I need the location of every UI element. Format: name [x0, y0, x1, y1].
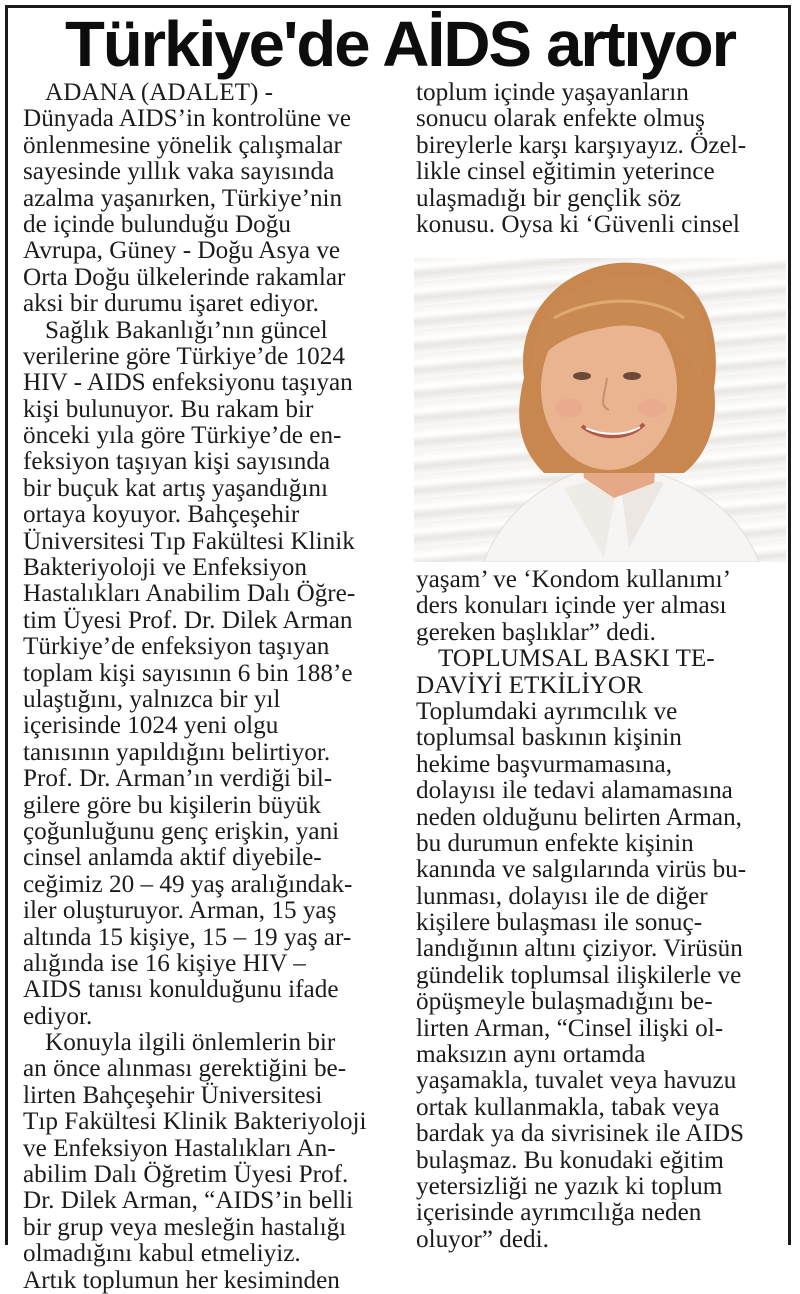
text-line: bir grup veya mesleğin hastalığı: [23, 1213, 347, 1241]
text-line: Tıp Fakültesi Klinik Bakteriyoloji: [23, 1108, 367, 1136]
text-line: lunması, dolayısı ile de diğer: [416, 882, 708, 910]
text-line: önceki yıla göre Türkiye’de en-: [23, 422, 342, 450]
text-line: landığının altını çiziyor. Virüsün: [416, 935, 743, 963]
text-line: Bakteriyoloji ve Enfeksiyon: [23, 554, 307, 582]
text-line: bu durumun enfekte kişinin: [416, 829, 694, 857]
text-line: dolayısı ile tedavi alamamasına: [416, 777, 733, 805]
text-line: maksızın aynı ortamda: [416, 1041, 646, 1069]
text-line: cinsel anlamda aktif diyebile-: [23, 844, 322, 872]
text-line: gündelik toplumsal ilişkilerle ve: [416, 961, 742, 989]
text-line: de içinde bulunduğu Doğu: [23, 210, 291, 238]
text-line: HIV - AIDS enfeksiyonu taşıyan: [23, 369, 353, 397]
text-line: azalma yaşanırken, Türkiye’nin: [23, 184, 343, 212]
text-line: Hastalıkları Anabilim Dalı Öğre-: [23, 580, 356, 608]
text-line: toplum içinde yaşayanların: [416, 79, 689, 106]
text-line: feksiyon taşıyan kişi sayısında: [23, 448, 331, 476]
text-line: kişi bulunuyor. Bu rakam bir: [23, 395, 314, 423]
text-line: Artık toplumun her kesiminden: [23, 1266, 340, 1294]
text-line: Prof. Dr. Arman’ın verdiği bil-: [23, 765, 333, 793]
text-line: içerisinde 1024 yeni olgu: [23, 712, 279, 740]
text-line: ortak kullanmakla, tabak veya: [416, 1093, 720, 1121]
text-line: hekime başvurmamasına,: [416, 750, 672, 778]
text-line: sayesinde yıllık vaka sayısında: [23, 158, 335, 186]
text-line: içerisinde ayrımcılığa neden: [416, 1199, 702, 1227]
text-line: toplam kişi sayısının 6 bin 188’e: [23, 659, 353, 687]
text-line: yetersizliği ne yazık ki toplum: [416, 1172, 723, 1200]
text-line: bulaşmaz. Bu konudaki eğitim: [416, 1146, 724, 1174]
text-line: verilerine göre Türkiye’de 1024: [23, 342, 345, 370]
text-line: kişilere bulaşması ile sonuç-: [416, 909, 703, 937]
text-line: Orta Doğu ülkelerinde rakamlar: [23, 263, 346, 291]
text-line: neden olduğunu belirten Arman,: [416, 803, 742, 831]
text-line: yaşamakla, tuvalet veya havuzu: [416, 1067, 737, 1095]
text-line: aksi bir durumu işaret ediyor.: [23, 290, 319, 318]
text-line: ve Enfeksiyon Hastalıkları An-: [23, 1134, 336, 1162]
text-line: ulaştığını, yalnızca bir yıl: [23, 685, 281, 713]
text-line: DAVİYİ ETKİLİYOR: [416, 671, 643, 699]
text-line: Toplumdaki ayrımcılık ve: [416, 697, 678, 725]
text-line: ulaşmadığı bir gençlik söz: [416, 184, 682, 212]
text-line: ADANA (ADALET) -: [45, 79, 274, 106]
text-line: Üniversitesi Tıp Fakültesi Klinik: [23, 527, 355, 555]
text-line: Dünyada AIDS’in kontrolüne ve: [23, 105, 352, 133]
text-line: tim Üyesi Prof. Dr. Dilek Arman: [23, 606, 353, 634]
text-line: tanısının yapıldığını belirtiyor.: [23, 738, 331, 766]
text-line: abilim Dalı Öğretim Üyesi Prof.: [23, 1161, 349, 1189]
text-line: bir buçuk kat artış yaşandığını: [23, 474, 328, 502]
text-line: bardak ya da sivrisinek ile AIDS: [416, 1120, 745, 1148]
text-line: gereken başlıklar” dedi.: [416, 618, 656, 646]
text-line: ders konuları içinde yer alması: [416, 592, 727, 620]
text-line: Dr. Dilek Arman, “AIDS’in belli: [23, 1187, 354, 1215]
left-column: [23, 80, 393, 1294]
text-line: likle cinsel eğitimin yeterince: [416, 158, 715, 186]
text-line: Konuyla ilgili önlemlerin bir: [45, 1029, 336, 1057]
text-line: lirten Bahçeşehir Üniversitesi: [23, 1081, 323, 1109]
text-line: ortaya koyuyor. Bahçeşehir: [23, 501, 300, 529]
text-line: sonucu olarak enfekte olmuş: [416, 105, 705, 133]
text-line: konusu. Oysa ki ‘Güvenli cinsel: [416, 210, 740, 238]
text-line: çoğunluğunu genç erişkin, yani: [23, 817, 340, 845]
text-line: Avrupa, Güney - Doğu Asya ve: [23, 237, 341, 265]
text-line: bireylerle karşı karşıyayız. Özel-: [416, 131, 747, 159]
portrait-photo: [414, 258, 786, 562]
text-line: gilere göre bu kişilerin büyük: [23, 791, 321, 819]
text-line: TOPLUMSAL BASKI TE-: [438, 645, 715, 673]
text-line: iler oluşturuyor. Arman, 15 yaş: [23, 897, 337, 925]
text-line: ediyor.: [23, 1002, 93, 1030]
text-line: oluyor” dedi.: [416, 1225, 549, 1253]
text-line: altında 15 kişiye, 15 – 19 yaş ar-: [23, 923, 352, 951]
text-line: kanında ve salgılarında virüs bu-: [416, 856, 747, 884]
text-line: öpüşmeyle bulaşmadığını be-: [416, 988, 713, 1016]
headline: Türkiye'de AİDS artıyor: [65, 8, 735, 80]
text-line: yaşam’ ve ‘Kondom kullanımı’: [416, 566, 732, 593]
text-line: Sağlık Bakanlığı’nın güncel: [45, 316, 328, 344]
right-column-bottom: [416, 567, 788, 1253]
right-column-top: [416, 80, 788, 238]
text-line: olmadığını kabul etmeliyiz.: [23, 1240, 301, 1268]
text-line: an önce alınması gerektiğini be-: [23, 1055, 347, 1083]
text-line: Türkiye’de enfeksiyon taşıyan: [23, 633, 330, 661]
text-line: AIDS tanısı konulduğunu ifade: [23, 976, 339, 1004]
portrait-illustration: [414, 258, 786, 562]
text-line: lirten Arman, “Cinsel ilişki ol-: [416, 1014, 724, 1042]
text-line: alığında ise 16 kişiye HIV –: [23, 949, 306, 977]
text-line: toplumsal baskının kişinin: [416, 724, 682, 752]
text-line: ceğimiz 20 – 49 yaş aralığındak-: [23, 870, 353, 898]
text-line: önlenmesine yönelik çalışmalar: [23, 131, 342, 159]
